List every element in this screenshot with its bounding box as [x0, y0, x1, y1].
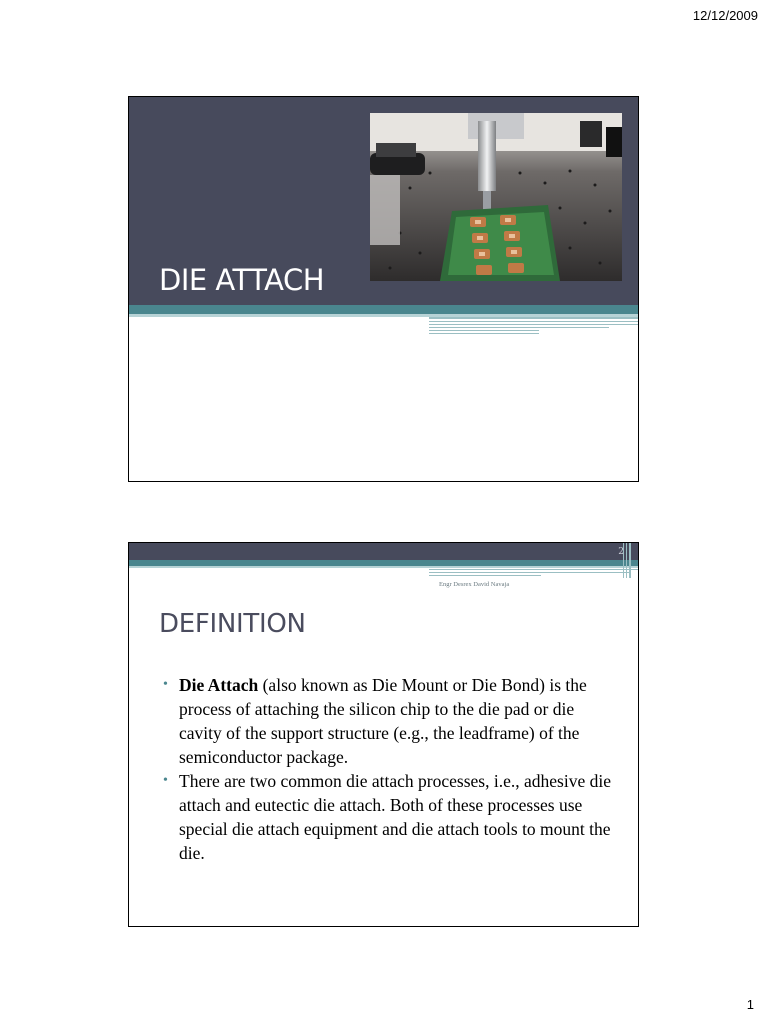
decorative-stripes	[129, 317, 639, 337]
bullet-item	[163, 769, 613, 865]
slide-number: 2	[618, 547, 624, 557]
bullet-text: There are two common die attach processes, i.e., adhesive die attach and eutectic die attach. Both of these processes use special die attach equipment and die attach tools to mount the die.	[179, 771, 611, 863]
bullet-icon: •	[163, 677, 168, 692]
bullet-icon: •	[163, 773, 168, 788]
page-date: 12/12/2009	[692, 8, 758, 23]
bullet-item	[163, 673, 613, 769]
bullet-bold-term: Die Attach	[179, 675, 259, 695]
bullet-text: (also known as Die Mount or Die Bond) is the process of attaching the silicon chip to the die pad or die cavity of the support structure (e.g., the leadframe) of the semiconductor package.	[179, 675, 587, 767]
slide-1-title: DIE ATTACH	[159, 263, 325, 297]
die-attach-machine-photo	[370, 113, 622, 281]
header-bar	[129, 543, 638, 560]
teal-band	[129, 305, 638, 314]
page-number: 1	[746, 997, 754, 1012]
decorative-stripes	[129, 568, 639, 580]
slide-1	[128, 96, 639, 482]
slide-2	[128, 542, 639, 927]
author-label: Engr Desrex David Navaja	[439, 581, 510, 588]
bullet-list	[163, 673, 613, 865]
slide-2-heading: DEFINITION	[159, 609, 306, 639]
